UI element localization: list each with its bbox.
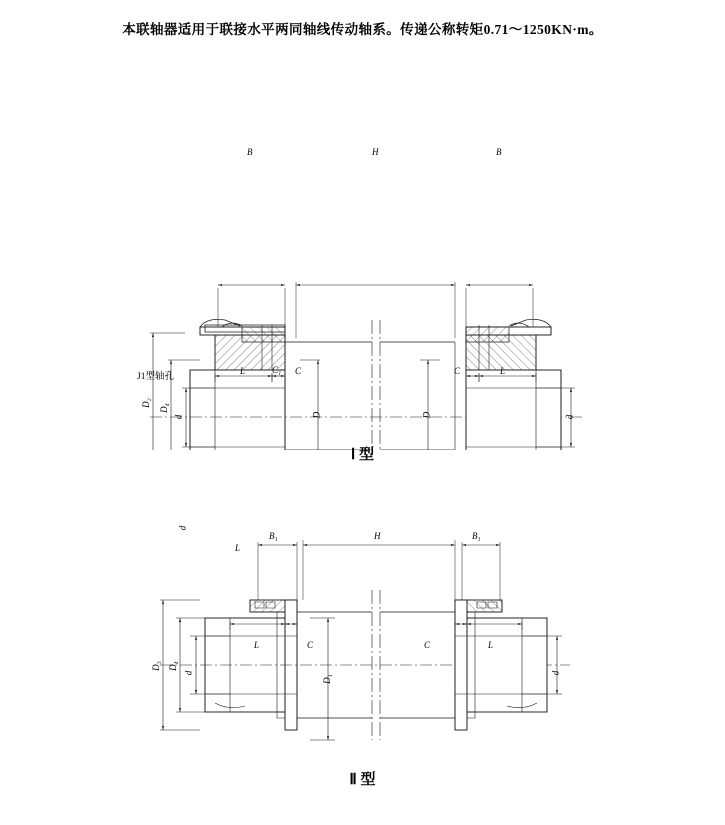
fig1-dim-d-detail: d <box>177 525 188 531</box>
fig1-dim-D-left: D <box>311 411 322 419</box>
fig2-dim-B1-right: B₁ <box>472 531 481 541</box>
fig2-dim-D4: D₄ <box>167 661 178 671</box>
fig1-dim-L-left: L <box>240 366 246 376</box>
fig1-dim-L-right: L <box>500 366 506 376</box>
fig1-dim-B-right: B <box>496 147 502 157</box>
fig2-dim-C-left: C <box>307 640 314 650</box>
page-header-text: 本联轴器适用于联接水平两同轴线传动轴系。传递公称转矩0.71～1250KN·m。 <box>122 22 603 37</box>
fig1-dim-D4: D₄ <box>158 403 169 413</box>
fig2-dim-B1-left: B₁ <box>269 531 278 541</box>
fig1-dim-D2: D₂ <box>140 398 151 408</box>
fig2-dim-L-left: L <box>254 640 260 650</box>
fig2-dim-D3: D₃ <box>150 661 161 671</box>
fig1-dim-D-right: D <box>421 411 432 419</box>
fig1-dim-C1: C₁ <box>272 365 282 375</box>
fig1-dim-d-right: d <box>564 414 575 420</box>
fig1-dim-B-left: B <box>247 147 253 157</box>
fig2-dim-d-left: d <box>183 670 194 676</box>
fig1-dim-d-left: d <box>173 414 184 420</box>
fig2-dim-D1: D₁ <box>321 674 332 684</box>
figure-2-caption: Ⅱ 型 <box>349 772 376 788</box>
figure-1-drawing <box>0 120 725 450</box>
fig2-dim-H: H <box>374 531 381 541</box>
fig1-note-j1-bore: J1型轴孔 <box>137 372 174 382</box>
fig2-dim-C-right: C <box>424 640 431 650</box>
fig1-dim-C-right: C <box>454 366 461 376</box>
figure-1-caption: Ⅰ 型 <box>350 447 375 463</box>
fig1-dim-H: H <box>372 147 379 157</box>
fig1-dim-C-left: C <box>295 366 302 376</box>
fig1-dim-L-detail: L <box>235 543 241 553</box>
figure-2-drawing <box>0 500 725 770</box>
fig2-dim-d-right: d <box>550 670 561 676</box>
fig2-dim-L-right: L <box>488 640 494 650</box>
